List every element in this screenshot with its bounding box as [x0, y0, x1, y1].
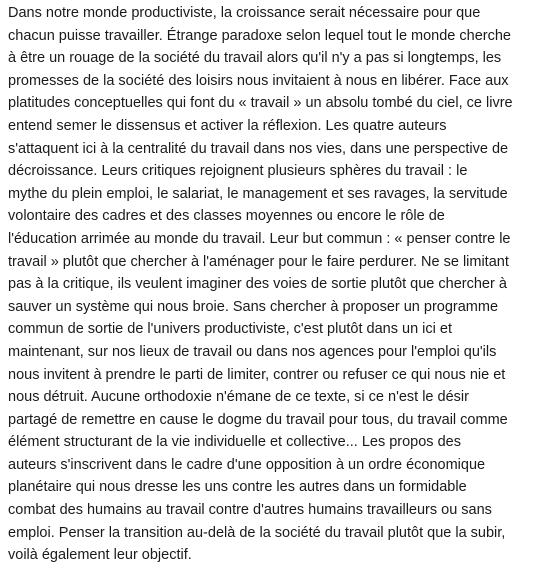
text-line: pas à la critique, ils veulent imaginer des voies de sortie plutôt que chercher à [8, 276, 507, 293]
text-line: maintenant, sur nos lieux de travail ou dans nos agences pour l'emploi qu'ils [8, 343, 497, 360]
text-line: volontaire des cadres et des classes moyennes ou encore le rôle de [8, 208, 445, 225]
text-line: platitudes conceptuelles qui font du « travail » un absolu tombé du ciel, ce livre [8, 95, 513, 112]
text-line: nous détruit. Aucune orthodoxie n'émane de ce texte, si ce n'est le désir [8, 389, 469, 406]
text-line: mythe du plein emploi, le salariat, le management et ses ravages, la servitude [8, 185, 508, 202]
text-line: entend semer le dissensus et activer la réflexion. Les quatre auteurs [8, 117, 447, 134]
text-line: élément structurant de la vie individuelle et collective... Les propos des [8, 434, 461, 451]
text-line: voilà également leur objectif. [8, 547, 192, 564]
text-line: planétaire qui nous dresse les uns contre les autres dans un formidable [8, 479, 467, 496]
text-line: l'éducation arrimée au monde du travail. Leur but commun : « penser contre le [8, 230, 511, 247]
text-line: partagé de remettre en cause le dogme du travail pour tous, du travail comme [8, 411, 508, 428]
text-line: décroissance. Leurs critiques rejoignent plusieurs sphères du travail : le [8, 163, 468, 180]
text-line: nous invitent à prendre le parti de limiter, contrer ou refuser ce qui nous nie et [8, 366, 506, 383]
text-line: à être un rouage de la société du travail alors qu'il n'y a pas si longtemps, les [8, 50, 502, 67]
text-line: sauver un système qui nous broie. Sans chercher à proposer un programme [8, 298, 499, 315]
text-line: commun de sortie de l'univers productiviste, c'est plutôt dans un ici et [8, 321, 452, 338]
text-line: travail » plutôt que chercher à l'aménager pour le faire perdurer. Ne se limitant [8, 253, 509, 270]
text-line: s'attaquent ici à la centralité du travail dans nos vies, dans une perspective de [8, 140, 509, 157]
text-line: auteurs s'inscrivent dans le cadre d'une opposition à un ordre économique [8, 456, 486, 473]
text-line: chacun puisse travailler. Étrange paradoxe selon lequel tout le monde cherche [8, 27, 511, 44]
text-line: promesses de la société des loisirs nous invitaient à nous en libérer. Face aux [8, 72, 509, 89]
text-line: combat des humains au travail contre d'autres humains travailleurs ou sans [8, 502, 492, 519]
text-line: emploi. Penser la transition au-delà de la société du travail plutôt que la subir, [8, 524, 506, 541]
text-line: Dans notre monde productiviste, la croissance serait nécessaire pour que [8, 5, 481, 21]
